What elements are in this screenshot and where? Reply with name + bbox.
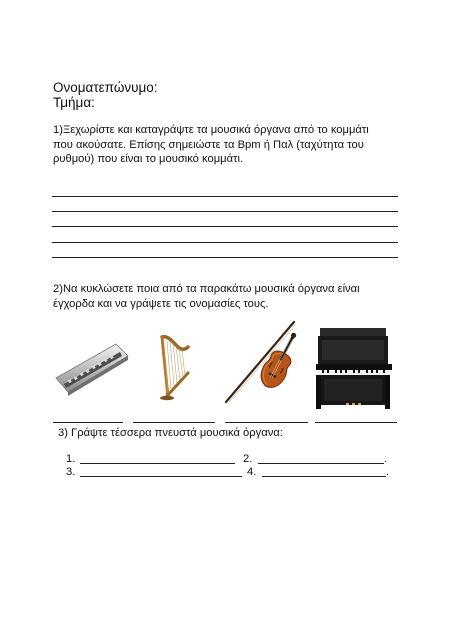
harmonica-icon[interactable] [54, 342, 130, 400]
answer-blank-2[interactable] [258, 463, 384, 464]
item-number-4: 4. [247, 466, 257, 478]
question2-text [53, 282, 413, 311]
harp-icon[interactable] [156, 333, 192, 401]
question1-text [53, 123, 413, 167]
instrument-name-blank-4[interactable] [315, 422, 397, 423]
instrument-name-blank-1[interactable] [53, 422, 123, 423]
answer-blank-1[interactable] [80, 463, 235, 464]
answer-line-4[interactable] [52, 242, 398, 243]
piano-icon[interactable] [316, 326, 394, 410]
answer-blank-4[interactable] [262, 476, 386, 477]
name-label: Ονοματεπώνυμο: [53, 80, 158, 95]
question2-line2: έγχορδα και να γράψετε τις ονομασίες τους. [53, 297, 269, 310]
item-suffix-2: . [384, 453, 388, 465]
answer-line-2[interactable] [52, 211, 398, 212]
question3-title: 3) Γράψτε τέσσερα πνευστά μουσικά όργανα: [58, 427, 283, 439]
answer-blank-3[interactable] [80, 476, 242, 477]
instrument-name-blank-2[interactable] [133, 422, 215, 423]
violin-icon[interactable] [222, 318, 302, 406]
question1-line3: ρυθμού) που είναι το μουσικό κομμάτι. [53, 153, 244, 165]
question2-line1: 2)Να κυκλώσετε ποια από τα παρακάτω μουσικά όργανα είναι [53, 283, 360, 295]
class-label: Τμήμα: [53, 95, 95, 110]
question1-line1: 1)Ξεχωρίστε και καταγράψτε τα μουσικά όργανα από το κομμάτι [53, 124, 369, 136]
item-number-2: 2. [243, 453, 253, 465]
item-number-3: 3. [66, 466, 76, 478]
item-number-1: 1. [66, 453, 76, 465]
answer-line-3[interactable] [52, 226, 398, 227]
question1-line2: που ακούσατε. Επίσης σημειώστε τα Bpm ή Παλ (ταχύτητα του [53, 138, 364, 151]
item-suffix-4: . [386, 466, 390, 478]
instrument-name-blank-3[interactable] [225, 422, 308, 423]
answer-line-1[interactable] [52, 196, 398, 197]
answer-line-5[interactable] [52, 257, 398, 258]
